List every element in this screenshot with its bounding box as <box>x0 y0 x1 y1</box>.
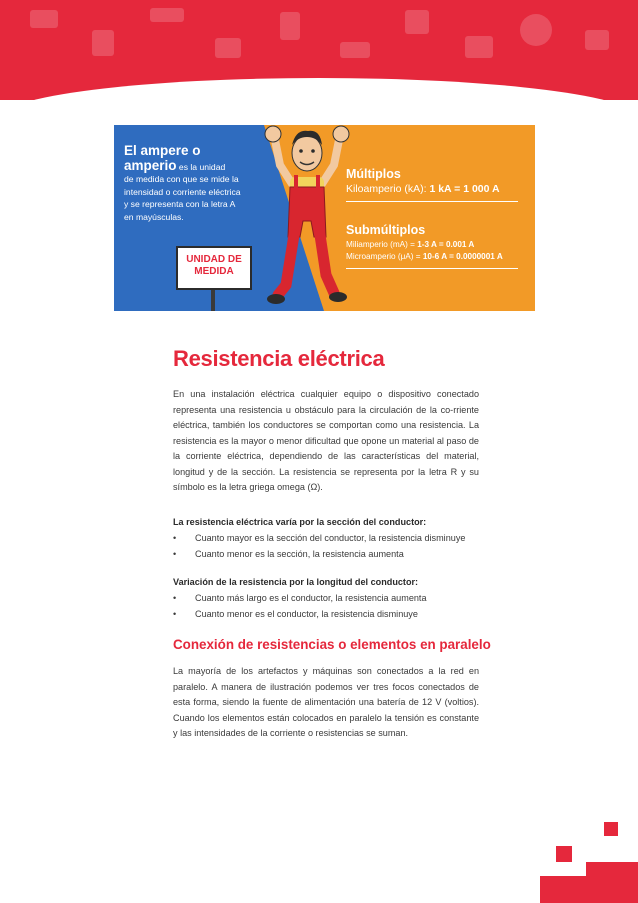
decorative-square <box>540 876 586 903</box>
multiples-line <box>346 183 500 195</box>
decorative-square <box>586 862 638 903</box>
decorative-square <box>604 822 618 836</box>
tool-pattern-icon <box>465 36 493 58</box>
tool-pattern-icon <box>340 42 370 58</box>
ampere-title-line1: El ampere o <box>124 143 201 158</box>
tool-pattern-icon <box>585 30 609 50</box>
bullet-text: Cuanto menor es el conductor, la resistencia disminuye <box>195 609 418 619</box>
tool-pattern-icon <box>30 10 58 28</box>
list-item <box>173 593 427 603</box>
list-item <box>173 549 404 559</box>
ampere-description: de medida con que se mide la intensidad o corriente eléctrica y se representa con la letra A en mayúsculas. <box>124 174 241 222</box>
tool-pattern-icon <box>280 12 300 40</box>
bullet-dot: • <box>173 549 177 559</box>
list-item <box>173 533 465 543</box>
subhead-longitud: Variación de la resistencia por la longitud del conductor: <box>173 577 419 587</box>
list-item <box>173 609 418 619</box>
tool-pattern-icon <box>215 38 241 58</box>
bullet-text: Cuanto menor es la sección, la resistencia aumenta <box>195 549 404 559</box>
tool-pattern-icon <box>150 8 184 22</box>
resistencia-paragraph: En una instalación eléctrica cualquier equipo o dispositivo conectado representa una resistencia u obstáculo para la circulación de la co-rriente eléctrica, también los conductores se comportan como una resistencia. La resistencia es la mayor o menor dificultad que opone un material al paso de la corriente eléctrica, dependiendo de las características del material, longitud y de la sección. La resistencia se representa por la letra R y su símbolo es la letra griega omega (Ω). <box>173 389 479 492</box>
subhead-seccion: La resistencia eléctrica varía por la sección del conductor: <box>173 517 427 527</box>
sign-post <box>211 290 215 311</box>
tool-pattern-icon <box>405 10 429 34</box>
gear-pattern-icon <box>520 14 552 46</box>
micro-value: 10-6 A = 0.0000001 A <box>422 252 503 261</box>
bullet-text: Cuanto mayor es la sección del conductor, la resistencia disminuye <box>195 533 466 543</box>
micro-label: Microamperio (μA) = <box>346 252 423 261</box>
submultiples-line-micro <box>346 252 503 261</box>
ampere-text-tail: es la unidad <box>176 162 226 172</box>
ampere-title-line2: amperio <box>124 158 177 173</box>
submultiples-divider <box>346 268 518 269</box>
section-title-resistencia: Resistencia eléctrica <box>173 346 385 371</box>
bullet-dot: • <box>173 533 177 543</box>
paralelo-paragraph: La mayoría de los artefactos y máquinas son conectados a la red en paralelo. A manera de ilustración podemos ver tres focos conectados de esta forma, siendo la fuente de alimentación una batería de 12 V (voltios). Cuando los elementos están colocados en paralelo la tensión es constante y las intensidades de la corriente o resistencias se suman. <box>173 666 479 738</box>
multiples-line-label: Kiloamperio (kA): <box>346 183 430 195</box>
multiples-title: Múltiplos <box>346 167 401 181</box>
unit-sign-text: UNIDAD DE MEDIDA <box>186 254 242 277</box>
ampere-title <box>124 143 225 175</box>
bullet-dot: • <box>173 593 177 603</box>
tool-pattern-icon <box>92 30 114 56</box>
banner-curve <box>0 78 638 100</box>
ampere-info-panel <box>114 125 535 311</box>
section-title-paralelo: Conexión de resistencias o elementos en paralelo <box>173 637 491 652</box>
multiples-divider <box>346 201 518 202</box>
unit-sign <box>176 246 252 290</box>
multiples-line-value: 1 kA = 1 000 A <box>429 183 500 195</box>
bullet-dot: • <box>173 609 177 619</box>
top-decorative-banner <box>0 0 638 100</box>
submultiples-title: Submúltiplos <box>346 223 426 237</box>
submultiples-line-milli <box>346 240 474 249</box>
milli-value: 1-3 A = 0.001 A <box>417 240 475 249</box>
decorative-square <box>556 846 572 862</box>
milli-label: Miliamperio (mA) = <box>346 240 418 249</box>
bullet-text: Cuanto más largo es el conductor, la resistencia aumenta <box>195 593 427 603</box>
worker-character-illustration <box>256 125 356 311</box>
